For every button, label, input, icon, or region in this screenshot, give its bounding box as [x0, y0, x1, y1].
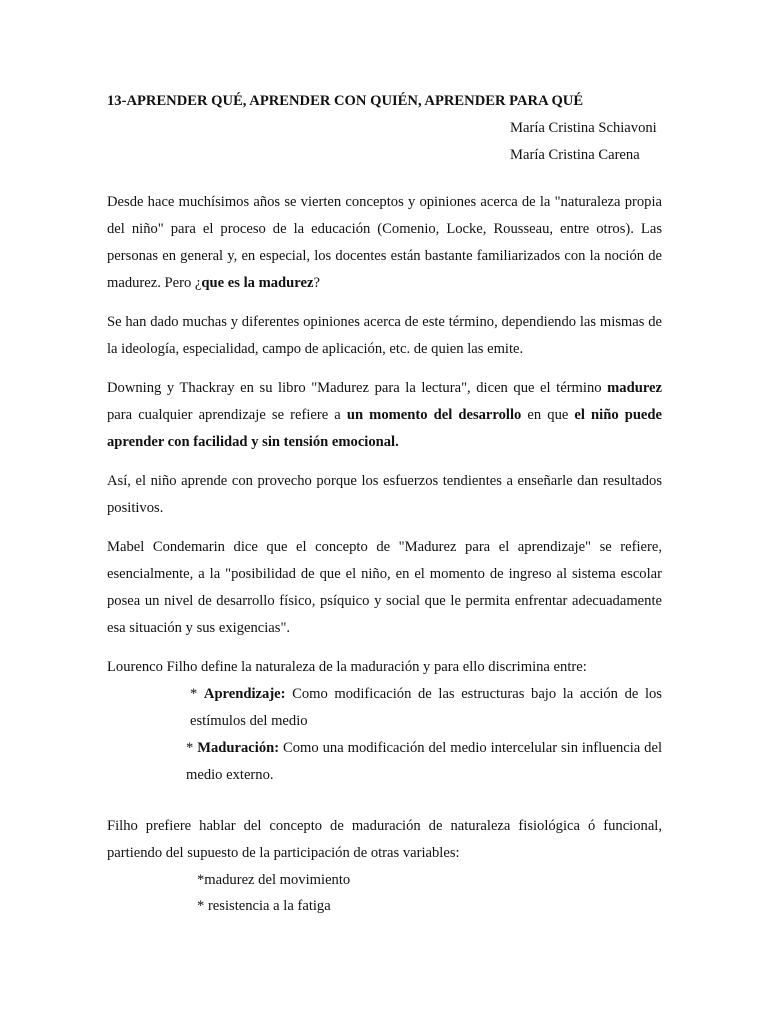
author-name: María Cristina Schiavoni [510, 120, 657, 136]
paragraph-text: en que [521, 407, 575, 423]
paragraph-filho-intro: Lourenco Filho define la naturaleza de la maduración y para ello discrimina entre: [107, 659, 587, 675]
paragraph-filho-fisiologica: Filho prefiere hablar del concepto de maduración de naturaleza fisiológica ó funcional, partiendo del supuesto de la participación de otras variables: [107, 818, 662, 861]
list-item: *madurez del movimiento [197, 872, 351, 888]
bold-phrase: un momento del desarrollo [346, 407, 522, 423]
paragraph-text: para cualquier aprendizaje se refiere a [107, 407, 347, 423]
document-title: 13-APRENDER QUÉ, APRENDER CON QUIÉN, APRENDER PARA QUÉ [107, 93, 584, 109]
list-item: * resistencia a la fatiga [197, 898, 331, 914]
bullet-marker: * [190, 686, 204, 702]
definition-text: Como modificación de las estructuras bajo la acción de los estímulos del medio [190, 686, 662, 729]
paragraph-downing [107, 375, 662, 456]
paragraph-text: Downing y Thackray en su libro "Madurez para la lectura", dicen que el término [107, 380, 608, 396]
definition-term: Aprendizaje: [203, 686, 286, 702]
bold-phrase: que es la madurez [201, 275, 314, 291]
definition-text: Como una modificación del medio intercelular sin influencia del medio externo. [186, 740, 662, 783]
paragraph-condemarin: Mabel Condemarin dice que el concepto de "Madurez para el aprendizaje" se refiere, esencialmente, a la "posibilidad de que el niño, en el momento de ingreso al sistema escolar posea un nivel de desarrollo físico, psíquico y social que le permita enfrentar adecuadamente esa situación y sus exigencias". [107, 539, 662, 636]
paragraph-opinions: Se han dado muchas y diferentes opiniones acerca de este término, dependiendo las mismas de la ideología, especialidad, campo de aplicación, etc. de quien las emite. [107, 314, 662, 357]
bold-phrase: el niño puede aprender con facilidad y sin tensión emocional. [107, 407, 663, 450]
bullet-marker: * [186, 740, 198, 756]
paragraph-intro [107, 189, 662, 297]
paragraph-text: Desde hace muchísimos años se vierten conceptos y opiniones acerca de la "naturaleza propia del niño" para el proceso de la educación (Comenio, Locke, Rousseau, entre otros). Las personas en general y, en especial, los docentes están bastante familiarizados con la noción de madurez. Pero ¿ [107, 194, 662, 291]
definition-term: Maduración: [197, 740, 280, 756]
paragraph-text: ? [313, 275, 320, 291]
paragraph-provecho: Así, el niño aprende con provecho porque los esfuerzos tendientes a enseñarle dan resultados positivos. [107, 473, 662, 516]
document-content [107, 88, 662, 919]
definition-item-maduracion [107, 735, 662, 789]
author-block [510, 115, 662, 169]
author-name: María Cristina Carena [510, 147, 640, 163]
definition-item-aprendizaje [107, 681, 662, 735]
bold-phrase: madurez [607, 380, 662, 396]
